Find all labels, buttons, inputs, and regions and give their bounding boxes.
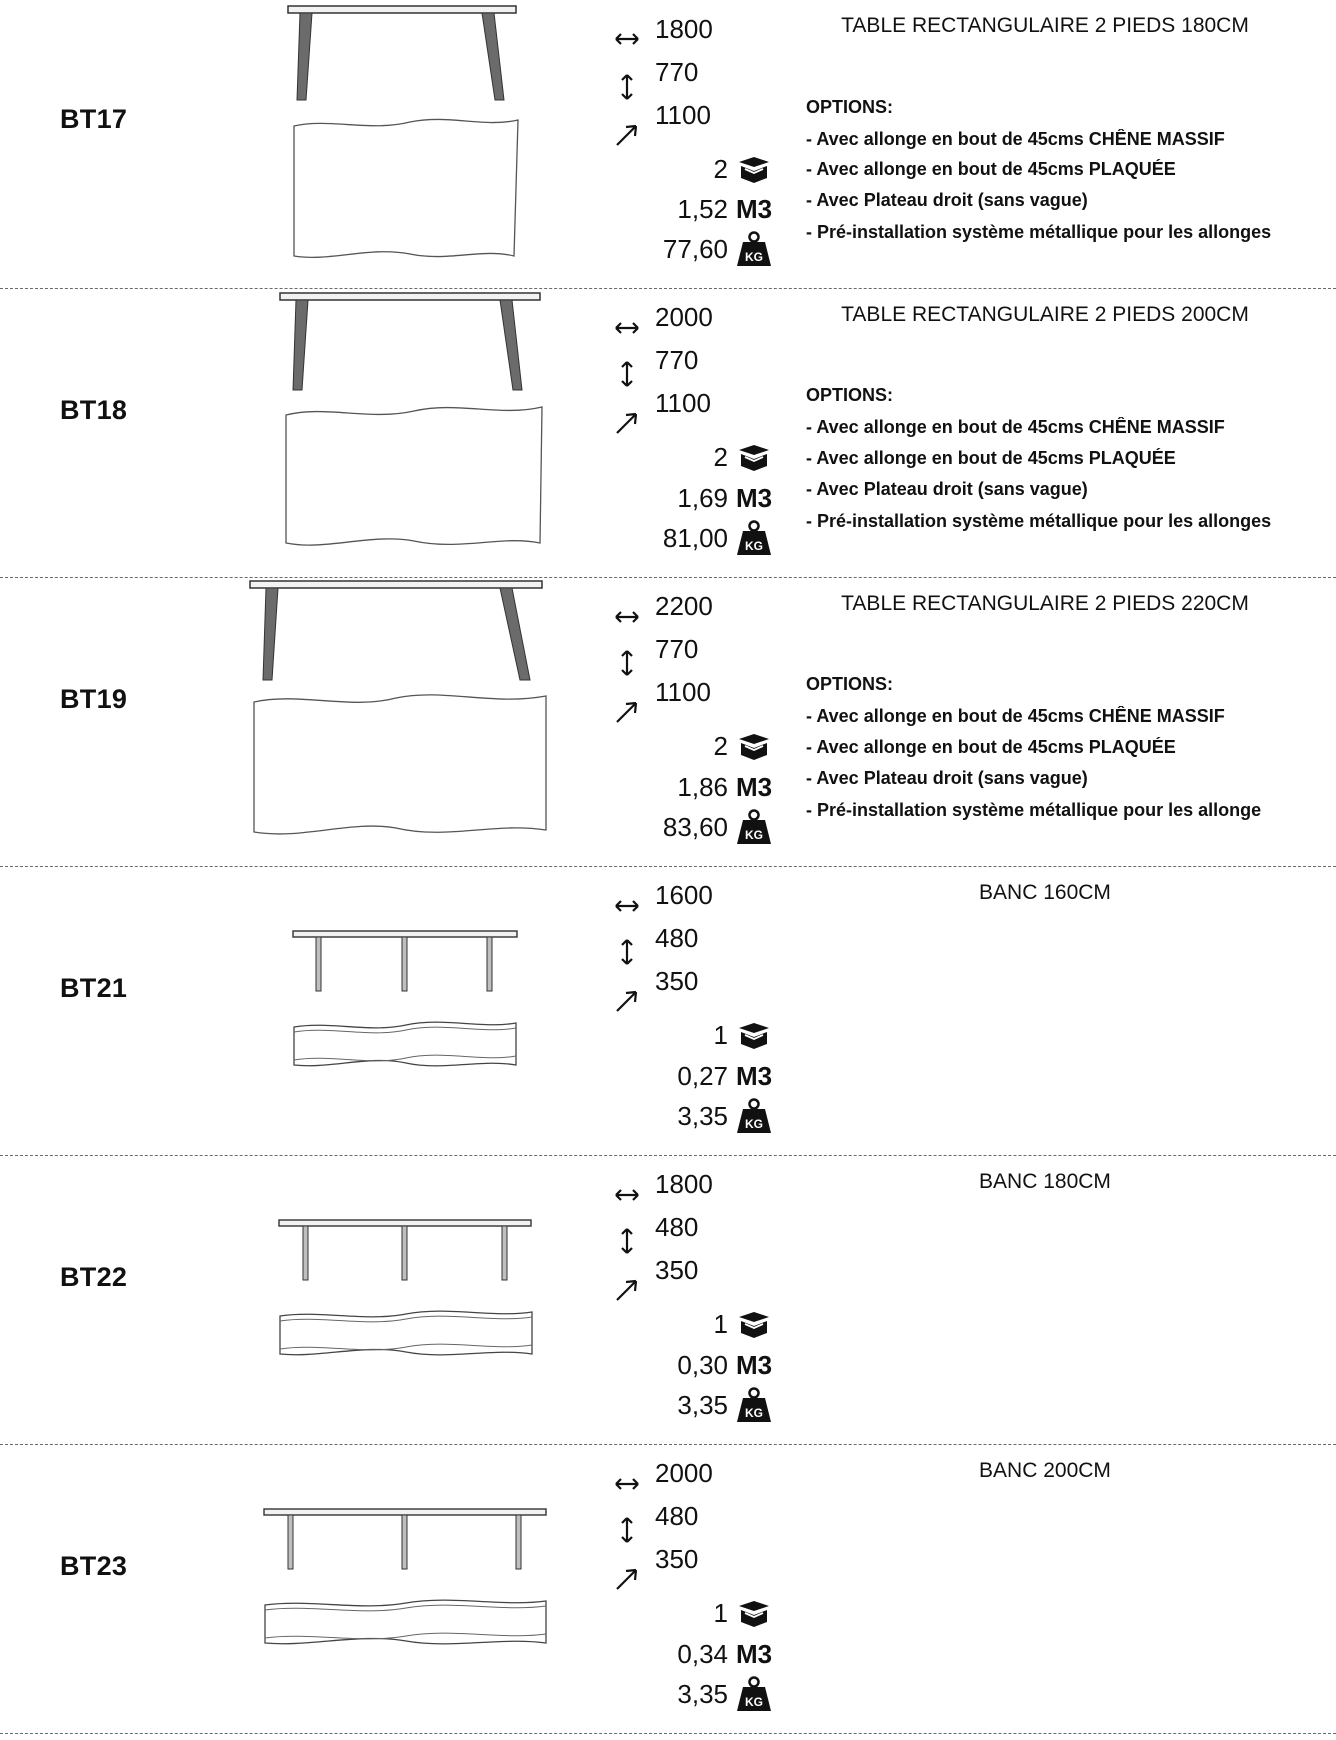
height-arrow-icon xyxy=(612,648,642,678)
packages-row xyxy=(714,152,776,186)
depth-arrow-icon xyxy=(612,697,642,727)
product-drawing xyxy=(220,0,600,284)
kg-label: KG xyxy=(745,828,763,842)
volume-row xyxy=(677,1637,776,1671)
product-row xyxy=(0,1445,1336,1734)
width-value: 1600 xyxy=(655,880,713,910)
height-arrow-icon xyxy=(612,359,642,389)
product-code: BT18 xyxy=(60,395,128,425)
width-arrow-icon xyxy=(612,891,642,921)
depth-arrow-icon xyxy=(612,986,642,1016)
options-heading: OPTIONS: xyxy=(806,674,894,694)
product-drawing xyxy=(220,289,600,573)
product-title: BANC 180CM xyxy=(979,1170,1111,1193)
table-drawing xyxy=(220,289,600,573)
volume-value: 0,34 xyxy=(677,1639,728,1669)
box-icon xyxy=(732,1596,776,1630)
product-row xyxy=(0,867,1336,1156)
product-row xyxy=(0,0,1336,289)
product-drawing xyxy=(220,1445,600,1729)
row-divider xyxy=(0,1733,1336,1734)
volume-value: 1,86 xyxy=(677,772,728,802)
product-title: TABLE RECTANGULAIRE 2 PIEDS 180CM xyxy=(841,14,1249,37)
weight-kg-icon xyxy=(732,810,776,844)
bench-drawing xyxy=(220,1156,600,1440)
packages-value: 1 xyxy=(713,1309,728,1339)
weight-value: 81,00 xyxy=(662,523,728,553)
weight-row xyxy=(663,810,776,844)
option-item: - Pré-installation système métallique pour les allonges xyxy=(806,511,1272,531)
width-arrow-icon xyxy=(612,602,642,632)
depth-value: 1100 xyxy=(655,388,711,418)
m3-label: M3 xyxy=(735,1350,773,1380)
weight-value: 3,35 xyxy=(677,1101,728,1131)
product-code: BT21 xyxy=(60,973,128,1003)
option-item: - Avec allonge en bout de 45cms CHÊNE MASSIF xyxy=(806,706,1225,726)
product-code: BT19 xyxy=(60,684,128,714)
width-arrow-icon xyxy=(612,313,642,343)
height-arrow-icon xyxy=(612,1515,642,1545)
product-row xyxy=(0,578,1336,867)
weight-value: 3,35 xyxy=(677,1679,728,1709)
height-value: 770 xyxy=(655,634,699,664)
width-arrow-icon xyxy=(612,1469,642,1499)
table-drawing xyxy=(220,0,600,284)
bench-drawing xyxy=(220,867,600,1151)
depth-value: 1100 xyxy=(655,677,711,707)
packages-value: 2 xyxy=(713,154,728,184)
volume-value: 1,69 xyxy=(677,483,728,513)
options-heading: OPTIONS: xyxy=(806,385,894,405)
height-value: 480 xyxy=(655,1501,699,1531)
height-arrow-icon xyxy=(612,1226,642,1256)
depth-value: 350 xyxy=(655,1255,699,1285)
kg-label: KG xyxy=(745,1695,763,1709)
width-value: 2000 xyxy=(655,302,713,332)
depth-value: 350 xyxy=(655,1544,699,1574)
option-item: - Avec Plateau droit (sans vague) xyxy=(806,190,1088,210)
weight-value: 3,35 xyxy=(677,1390,728,1420)
options-heading: OPTIONS: xyxy=(806,97,894,117)
volume-row xyxy=(677,770,776,804)
volume-row xyxy=(677,481,776,515)
weight-kg-icon xyxy=(732,1099,776,1133)
height-value: 770 xyxy=(655,57,699,87)
box-icon xyxy=(732,1307,776,1341)
width-value: 1800 xyxy=(655,14,713,44)
kg-label: KG xyxy=(745,250,763,264)
packages-row xyxy=(714,729,776,763)
weight-row xyxy=(677,1677,776,1711)
weight-kg-icon xyxy=(732,1677,776,1711)
product-drawing xyxy=(220,1156,600,1440)
option-item: - Avec allonge en bout de 45cms PLAQUÉE xyxy=(806,737,1176,757)
kg-label: KG xyxy=(745,539,763,553)
product-drawing xyxy=(220,578,600,862)
weight-kg-icon xyxy=(732,1388,776,1422)
m3-label: M3 xyxy=(735,772,773,802)
height-value: 770 xyxy=(655,345,699,375)
depth-value: 1100 xyxy=(655,100,711,130)
volume-value: 0,30 xyxy=(677,1350,728,1380)
packages-row xyxy=(714,1307,776,1341)
width-value: 2000 xyxy=(655,1458,713,1488)
option-item: - Avec Plateau droit (sans vague) xyxy=(806,768,1088,788)
product-code: BT23 xyxy=(60,1551,128,1581)
volume-row xyxy=(677,1059,776,1093)
product-title: BANC 200CM xyxy=(979,1459,1111,1482)
product-row xyxy=(0,1156,1336,1445)
weight-row xyxy=(663,521,776,555)
width-value: 2200 xyxy=(655,591,713,621)
volume-row xyxy=(677,192,776,226)
depth-arrow-icon xyxy=(612,1275,642,1305)
kg-label: KG xyxy=(745,1406,763,1420)
product-row xyxy=(0,289,1336,578)
volume-value: 1,52 xyxy=(677,194,728,224)
product-drawing xyxy=(220,867,600,1151)
m3-label: M3 xyxy=(735,194,773,224)
volume-row xyxy=(677,1348,776,1382)
option-item: - Pré-installation système métallique pour les allonges xyxy=(806,222,1272,242)
box-icon xyxy=(732,1018,776,1052)
weight-row xyxy=(677,1388,776,1422)
width-arrow-icon xyxy=(612,24,642,54)
weight-value: 83,60 xyxy=(662,812,728,842)
packages-row xyxy=(714,1018,776,1052)
weight-kg-icon xyxy=(732,521,776,555)
packages-row xyxy=(714,440,776,474)
option-item: - Avec allonge en bout de 45cms PLAQUÉE xyxy=(806,159,1176,179)
depth-value: 350 xyxy=(655,966,699,996)
packages-row xyxy=(714,1596,776,1630)
depth-arrow-icon xyxy=(612,408,642,438)
height-arrow-icon xyxy=(612,72,642,102)
width-value: 1800 xyxy=(655,1169,713,1199)
width-arrow-icon xyxy=(612,1180,642,1210)
box-icon xyxy=(732,152,776,186)
height-value: 480 xyxy=(655,923,699,953)
option-item: - Avec Plateau droit (sans vague) xyxy=(806,479,1088,499)
product-title: BANC 160CM xyxy=(979,881,1111,904)
weight-row xyxy=(677,1099,776,1133)
m3-label: M3 xyxy=(735,483,773,513)
option-item: - Avec allonge en bout de 45cms PLAQUÉE xyxy=(806,448,1176,468)
volume-value: 0,27 xyxy=(677,1061,728,1091)
option-item: - Avec allonge en bout de 45cms CHÊNE MASSIF xyxy=(806,129,1225,149)
option-item: - Avec allonge en bout de 45cms CHÊNE MASSIF xyxy=(806,417,1225,437)
m3-label: M3 xyxy=(735,1639,773,1669)
packages-value: 1 xyxy=(713,1598,728,1628)
box-icon xyxy=(732,729,776,763)
height-value: 480 xyxy=(655,1212,699,1242)
weight-value: 77,60 xyxy=(662,234,728,264)
option-item: - Pré-installation système métallique pour les allonge xyxy=(806,800,1262,820)
packages-value: 2 xyxy=(713,442,728,472)
weight-row xyxy=(663,232,776,266)
product-code: BT17 xyxy=(60,104,128,134)
product-code: BT22 xyxy=(60,1262,128,1292)
packages-value: 1 xyxy=(713,1020,728,1050)
product-title: TABLE RECTANGULAIRE 2 PIEDS 220CM xyxy=(841,592,1249,615)
bench-drawing xyxy=(220,1445,600,1729)
table-drawing xyxy=(220,578,600,862)
kg-label: KG xyxy=(745,1117,763,1131)
packages-value: 2 xyxy=(713,731,728,761)
weight-kg-icon xyxy=(732,232,776,266)
product-title: TABLE RECTANGULAIRE 2 PIEDS 200CM xyxy=(841,303,1249,326)
depth-arrow-icon xyxy=(612,1564,642,1594)
height-arrow-icon xyxy=(612,937,642,967)
m3-label: M3 xyxy=(735,1061,773,1091)
depth-arrow-icon xyxy=(612,120,642,150)
box-icon xyxy=(732,440,776,474)
